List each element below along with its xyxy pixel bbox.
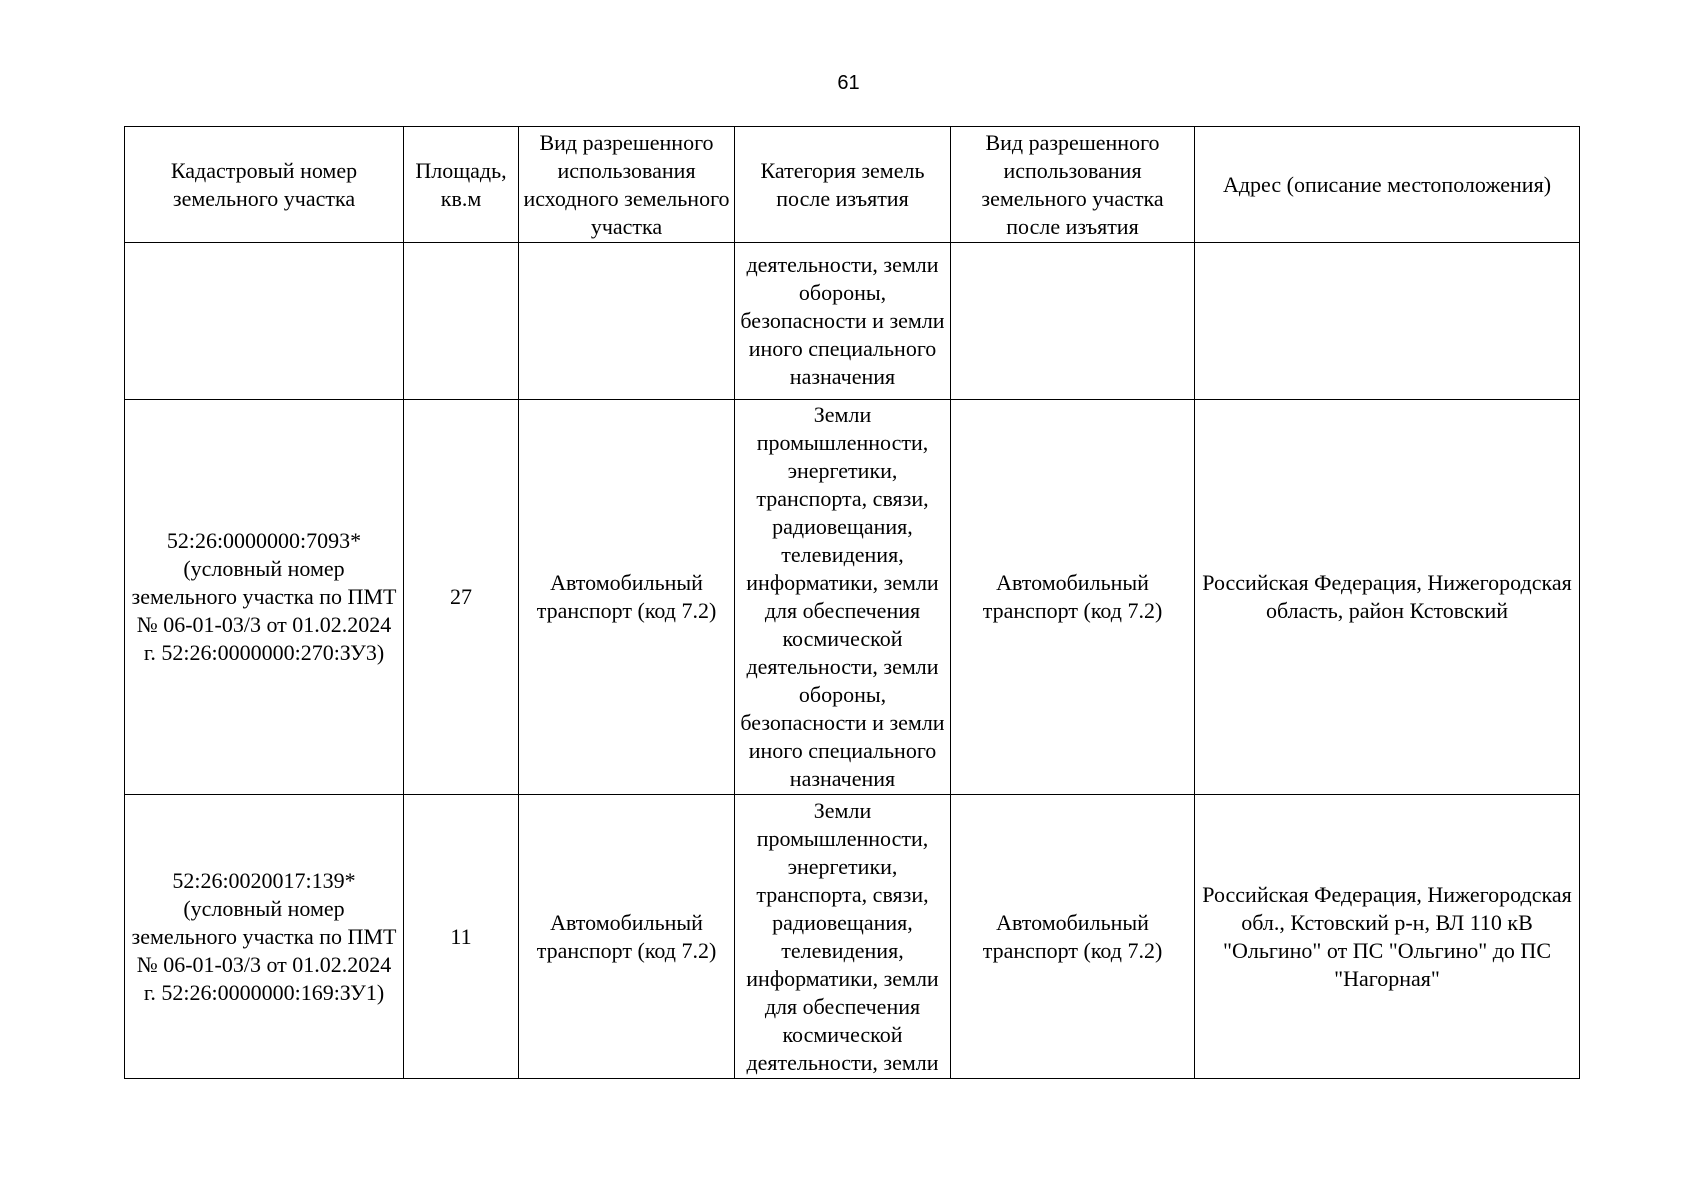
cell-cadastral: 52:26:0020017:139* (условный номер земельного участка по ПМТ № 06-01-03/3 от 01.02.2024 г. 52:26:0000000:169:ЗУ1) <box>125 795 404 1079</box>
cell-use-after <box>951 243 1195 400</box>
table-header-row <box>125 127 1580 243</box>
cell-category: Земли промышленности, энергетики, транспорта, связи, радиовещания, телевидения, информатики, земли для обеспечения космической деятельности, земли <box>735 795 951 1079</box>
header-address: Адрес (описание местоположения) <box>1195 127 1580 243</box>
table-row <box>125 400 1580 795</box>
cell-cadastral <box>125 243 404 400</box>
cell-use-after: Автомобильный транспорт (код 7.2) <box>951 400 1195 795</box>
table-row-continuation <box>125 243 1580 400</box>
header-land-category: Категория земель после изъятия <box>735 127 951 243</box>
cell-address: Российская Федерация, Нижегородская область, район Кстовский <box>1195 400 1580 795</box>
cell-cadastral: 52:26:0000000:7093* (условный номер земельного участка по ПМТ № 06-01-03/3 от 01.02.2024 г. 52:26:0000000:270:ЗУ3) <box>125 400 404 795</box>
cell-address: Российская Федерация, Нижегородская обл., Кстовский р-н, ВЛ 110 кВ "Ольгино" от ПС "Ольгино" до ПС "Нагорная" <box>1195 795 1580 1079</box>
page-number: 61 <box>837 72 860 94</box>
cell-original-use: Автомобильный транспорт (код 7.2) <box>519 795 735 1079</box>
cell-original-use <box>519 243 735 400</box>
cell-area: 27 <box>404 400 519 795</box>
header-use-after: Вид разрешенного использования земельного участка после изъятия <box>951 127 1195 243</box>
cell-address <box>1195 243 1580 400</box>
land-plots-table <box>124 126 1580 1079</box>
cell-use-after: Автомобильный транспорт (код 7.2) <box>951 795 1195 1079</box>
cell-original-use: Автомобильный транспорт (код 7.2) <box>519 400 735 795</box>
header-cadastral-number: Кадастровый номер земельного участка <box>125 127 404 243</box>
header-original-use: Вид разрешенного использования исходного земельного участка <box>519 127 735 243</box>
table-row <box>125 795 1580 1079</box>
cell-category: Земли промышленности, энергетики, транспорта, связи, радиовещания, телевидения, информатики, земли для обеспечения космической деятельности, земли обороны, безопасности и земли иного специального назначения <box>735 400 951 795</box>
cell-area: 11 <box>404 795 519 1079</box>
cell-area <box>404 243 519 400</box>
cell-category: деятельности, земли обороны, безопасности и земли иного специального назначения <box>735 243 951 400</box>
header-area: Площадь, кв.м <box>404 127 519 243</box>
